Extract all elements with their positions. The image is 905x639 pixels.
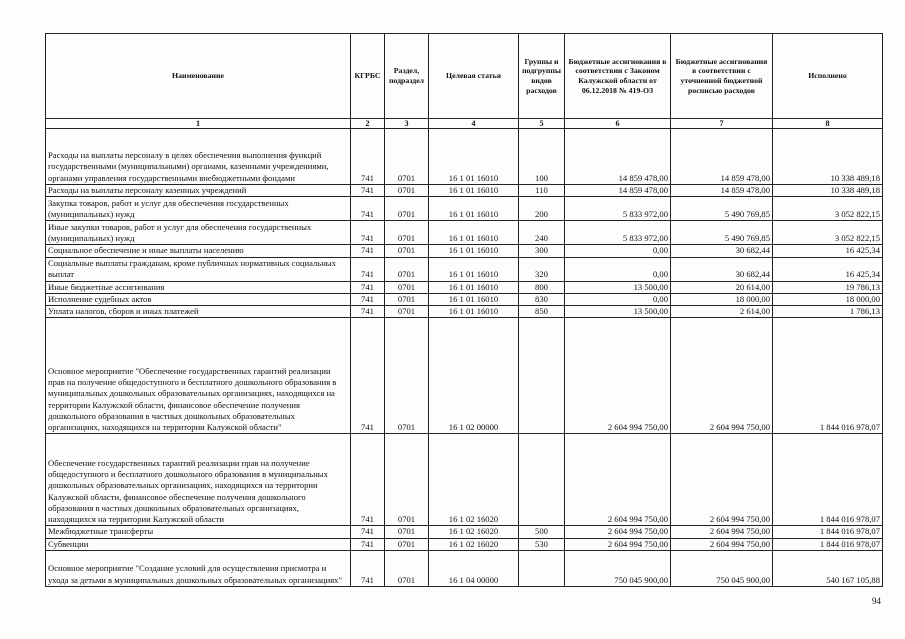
budget-table [45,33,883,587]
row-revised-amount-cell: 5 490 769,85 [671,197,773,221]
column-number: 2 [351,119,385,129]
row-kgrbs-cell: 741 [351,197,385,221]
table-row [46,221,883,245]
table-row [46,245,883,257]
row-name-cell: Закупка товаров, работ и услуг для обеспечения государственных (муниципальных) нужд [46,197,351,221]
row-target-cell: 16 1 02 00000 [429,318,519,434]
column-number: 1 [46,119,351,129]
table-row [46,257,883,281]
row-name-cell: Иные закупки товаров, работ и услуг для обеспечения государственных (муниципальных) нужд [46,221,351,245]
row-name-cell: Межбюджетные трансферты [46,526,351,538]
column-number: 5 [519,119,565,129]
row-section-cell: 0701 [385,281,429,293]
row-section-cell: 0701 [385,185,429,197]
row-target-cell: 16 1 02 16020 [429,434,519,526]
row-kgrbs-cell: 741 [351,306,385,318]
row-name-cell: Исполнение судебных актов [46,293,351,305]
row-executed-amount-cell: 1 844 016 978,07 [773,526,883,538]
row-group-cell: 850 [519,306,565,318]
header-section: Раздел, подраздел [385,34,429,119]
column-number: 7 [671,119,773,129]
row-law-amount-cell: 5 833 972,00 [565,221,671,245]
row-revised-amount-cell: 2 604 994 750,00 [671,434,773,526]
row-group-cell: 320 [519,257,565,281]
row-target-cell: 16 1 01 16010 [429,306,519,318]
row-executed-amount-cell: 3 052 822,15 [773,197,883,221]
row-kgrbs-cell: 741 [351,293,385,305]
row-revised-amount-cell: 30 682,44 [671,257,773,281]
row-executed-amount-cell: 10 338 489,18 [773,129,883,185]
row-group-cell [519,434,565,526]
column-number: 6 [565,119,671,129]
row-group-cell: 830 [519,293,565,305]
row-revised-amount-cell: 30 682,44 [671,245,773,257]
row-kgrbs-cell: 741 [351,257,385,281]
row-kgrbs-cell: 741 [351,281,385,293]
table-row [46,538,883,550]
row-name-cell: Основное мероприятие "Создание условий для осуществления присмотра и ухода за детьми в муниципальных дошкольных образовательных организациях" [46,551,351,587]
row-name-cell: Субвенции [46,538,351,550]
row-kgrbs-cell: 741 [351,185,385,197]
row-revised-amount-cell: 750 045 900,00 [671,551,773,587]
row-executed-amount-cell: 1 844 016 978,07 [773,538,883,550]
row-law-amount-cell: 2 604 994 750,00 [565,526,671,538]
table-row [46,526,883,538]
row-target-cell: 16 1 04 00000 [429,551,519,587]
row-kgrbs-cell: 741 [351,551,385,587]
row-section-cell: 0701 [385,434,429,526]
row-group-cell: 500 [519,526,565,538]
row-executed-amount-cell: 3 052 822,15 [773,221,883,245]
table-row [46,318,883,434]
header-budget-law: Бюджетные ассигнования в соответствии с Законом Калужской области от 06.12.2018 № 419-ОЗ [565,34,671,119]
row-kgrbs-cell: 741 [351,318,385,434]
header-groups: Группы и подгруппы видов расходов [519,34,565,119]
row-section-cell: 0701 [385,221,429,245]
row-section-cell: 0701 [385,318,429,434]
row-name-cell: Основное мероприятие "Обеспечение государственных гарантий реализации прав на получение общедоступного и бесплатного дошкольного образования в муниципальных дошкольных образовательных организациях, находящихся на территории Калужской области, финансовое обеспечение получения дошкольного образования в частных дошкольных образовательных организациях, находящихся на территории Калужской области" [46,318,351,434]
row-name-cell: Расходы на выплаты персоналу в целях обеспечения выполнения функций государственными (муниципальными) органами, казенными учреждениями, органами управления государственными внебюджетными фондами [46,129,351,185]
row-name-cell: Иные бюджетные ассигнования [46,281,351,293]
row-law-amount-cell: 750 045 900,00 [565,551,671,587]
row-executed-amount-cell: 1 844 016 978,07 [773,434,883,526]
row-kgrbs-cell: 741 [351,538,385,550]
row-target-cell: 16 1 01 16010 [429,293,519,305]
row-group-cell: 300 [519,245,565,257]
row-law-amount-cell: 0,00 [565,257,671,281]
table-row [46,293,883,305]
row-kgrbs-cell: 741 [351,221,385,245]
row-executed-amount-cell: 18 000,00 [773,293,883,305]
page-number: 94 [872,596,881,606]
row-name-cell: Уплата налогов, сборов и иных платежей [46,306,351,318]
row-revised-amount-cell: 20 614,00 [671,281,773,293]
row-group-cell: 800 [519,281,565,293]
row-section-cell: 0701 [385,197,429,221]
row-group-cell [519,318,565,434]
table-row [46,551,883,587]
row-target-cell: 16 1 01 16010 [429,245,519,257]
row-executed-amount-cell: 19 786,13 [773,281,883,293]
row-revised-amount-cell: 14 859 478,00 [671,185,773,197]
row-executed-amount-cell: 1 786,13 [773,306,883,318]
row-executed-amount-cell: 1 844 016 978,07 [773,318,883,434]
table-row [46,281,883,293]
row-law-amount-cell: 13 500,00 [565,306,671,318]
row-executed-amount-cell: 10 338 489,18 [773,185,883,197]
row-group-cell [519,551,565,587]
row-kgrbs-cell: 741 [351,434,385,526]
row-name-cell: Расходы на выплаты персоналу казенных учреждений [46,185,351,197]
row-revised-amount-cell: 18 000,00 [671,293,773,305]
row-target-cell: 16 1 01 16010 [429,197,519,221]
row-revised-amount-cell: 2 604 994 750,00 [671,538,773,550]
table-body [46,129,883,587]
row-name-cell: Социальное обеспечение и иные выплаты населению [46,245,351,257]
header-budget-revised: Бюджетные ассигнования в соответствии с уточненной бюджетной росписью расходов [671,34,773,119]
row-group-cell: 100 [519,129,565,185]
row-law-amount-cell: 2 604 994 750,00 [565,538,671,550]
header-kgrbs: КГРБС [351,34,385,119]
row-law-amount-cell: 2 604 994 750,00 [565,318,671,434]
row-target-cell: 16 1 01 16010 [429,221,519,245]
row-section-cell: 0701 [385,551,429,587]
table-row [46,306,883,318]
row-law-amount-cell: 2 604 994 750,00 [565,434,671,526]
row-law-amount-cell: 13 500,00 [565,281,671,293]
column-number: 3 [385,119,429,129]
table-row [46,434,883,526]
row-section-cell: 0701 [385,129,429,185]
table-header-row [46,34,883,119]
row-executed-amount-cell: 540 167 105,88 [773,551,883,587]
row-revised-amount-cell: 14 859 478,00 [671,129,773,185]
row-target-cell: 16 1 01 16010 [429,281,519,293]
row-group-cell: 110 [519,185,565,197]
row-section-cell: 0701 [385,293,429,305]
row-target-cell: 16 1 01 16010 [429,185,519,197]
row-section-cell: 0701 [385,306,429,318]
row-name-cell: Обеспечение государственных гарантий реализации прав на получение общедоступного и бесплатного дошкольного образования в муниципальных дошкольных образовательных организациях, находящихся на территории Калужской области, финансовое обеспечение получения дошкольного образования в частных дошкольных образовательных организациях, находящихся на территории Калужской области [46,434,351,526]
row-group-cell: 240 [519,221,565,245]
row-kgrbs-cell: 741 [351,129,385,185]
row-law-amount-cell: 0,00 [565,293,671,305]
table-row [46,185,883,197]
row-law-amount-cell: 0,00 [565,245,671,257]
row-kgrbs-cell: 741 [351,245,385,257]
table-row [46,197,883,221]
row-kgrbs-cell: 741 [351,526,385,538]
row-law-amount-cell: 14 859 478,00 [565,185,671,197]
row-target-cell: 16 1 02 16020 [429,526,519,538]
row-target-cell: 16 1 01 16010 [429,129,519,185]
row-revised-amount-cell: 2 614,00 [671,306,773,318]
row-executed-amount-cell: 16 425,34 [773,245,883,257]
row-law-amount-cell: 5 833 972,00 [565,197,671,221]
row-section-cell: 0701 [385,245,429,257]
row-group-cell: 530 [519,538,565,550]
row-target-cell: 16 1 02 16020 [429,538,519,550]
row-section-cell: 0701 [385,526,429,538]
column-number: 8 [773,119,883,129]
row-executed-amount-cell: 16 425,34 [773,257,883,281]
table-row [46,129,883,185]
header-executed: Исполнено [773,34,883,119]
row-revised-amount-cell: 2 604 994 750,00 [671,526,773,538]
row-name-cell: Социальные выплаты гражданам, кроме публичных нормативных социальных выплат [46,257,351,281]
row-revised-amount-cell: 2 604 994 750,00 [671,318,773,434]
header-name: Наименование [46,34,351,119]
row-section-cell: 0701 [385,538,429,550]
column-number: 4 [429,119,519,129]
row-target-cell: 16 1 01 16010 [429,257,519,281]
row-section-cell: 0701 [385,257,429,281]
header-target: Целевая статья [429,34,519,119]
row-group-cell: 200 [519,197,565,221]
row-law-amount-cell: 14 859 478,00 [565,129,671,185]
column-number-row [46,119,883,129]
row-revised-amount-cell: 5 490 769,85 [671,221,773,245]
